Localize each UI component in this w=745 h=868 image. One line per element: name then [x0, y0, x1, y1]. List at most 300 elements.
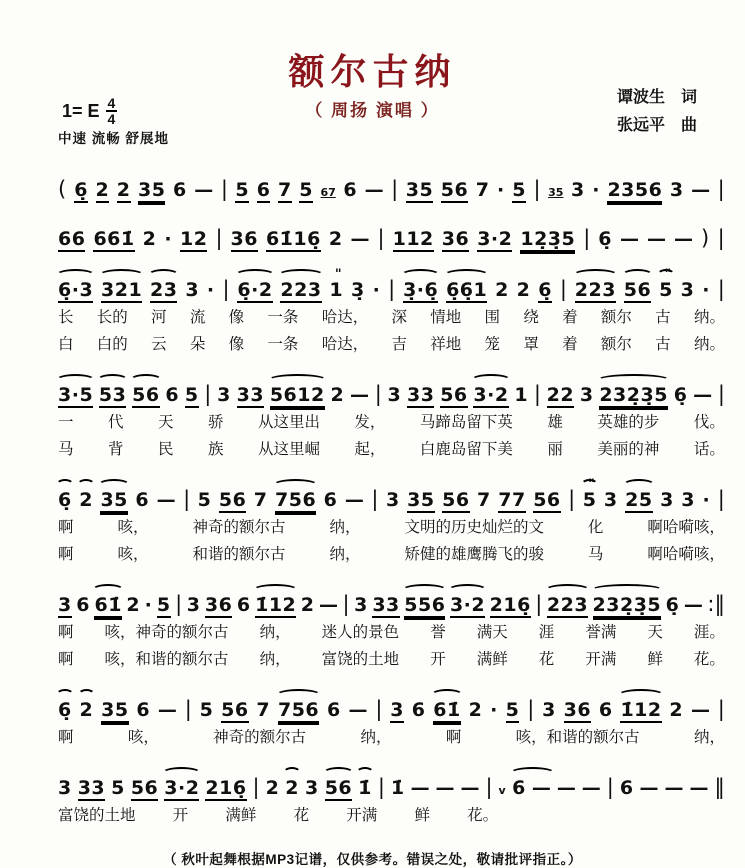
lyric-line: [58, 516, 725, 540]
note: 2: [300, 594, 315, 617]
lyric-syllable: 花: [293, 807, 310, 825]
time-signature-denominator: 4: [107, 111, 116, 127]
lyric-syllable: 花。: [693, 651, 725, 669]
lyric-syllable: 马: [587, 546, 604, 564]
note: 56: [218, 489, 247, 512]
note: 3: [185, 279, 200, 301]
augmentation-dot: ·: [702, 279, 710, 301]
dash: —: [348, 699, 368, 722]
lyric-syllable: 天: [647, 624, 663, 642]
note: 321: [101, 279, 143, 301]
note: 3: [217, 384, 231, 407]
note: 2: [328, 228, 343, 250]
note: 756: [277, 699, 320, 722]
music-system-8: [58, 765, 725, 828]
barline: |: [388, 277, 396, 301]
note: 56: [623, 279, 652, 301]
note: 3: [680, 279, 695, 301]
lyric-syllable: 化: [587, 519, 604, 537]
barline: |: [391, 177, 399, 201]
note: 1̇12: [255, 594, 297, 617]
lyric-syllable: 开满: [346, 807, 378, 825]
lyric-line: [58, 438, 725, 462]
music-system-5: [58, 477, 725, 567]
note: 6: [76, 594, 90, 617]
notation-area: [0, 150, 745, 828]
note: 5: [199, 699, 214, 722]
lyric-syllable: 誉: [430, 624, 446, 642]
lyric-line: [58, 543, 725, 567]
barline: |: [535, 592, 543, 617]
note: 6̣: [58, 699, 72, 722]
barline: |: [342, 592, 350, 617]
lyric-syllable: 咳，和谐的额尔古: [515, 729, 640, 747]
barline: |: [377, 226, 385, 250]
lyric-syllable: 着: [562, 336, 578, 354]
lyric-syllable: 丽: [547, 441, 563, 459]
lyric-syllable: 绕: [523, 309, 539, 326]
dash: —: [639, 777, 659, 800]
lyric-syllable: 伐。: [693, 414, 725, 432]
note: 5: [156, 594, 171, 617]
music-system-1: [58, 167, 725, 203]
note: 6: [173, 179, 187, 201]
note: 3: [385, 489, 400, 512]
note: 53: [98, 384, 127, 407]
note: 3: [390, 699, 404, 722]
note: 216̣: [489, 594, 531, 617]
barline: |: [184, 697, 192, 722]
note: 6: [598, 699, 613, 722]
lyric-syllable: 啊哈嗬咳，: [647, 546, 725, 564]
lyric-syllable: 流: [189, 309, 206, 326]
note: 2: [330, 384, 345, 407]
dash: —: [693, 384, 713, 407]
barline: |: [606, 775, 614, 800]
lyric-syllable: 满天: [476, 624, 508, 642]
note: 5: [505, 699, 520, 722]
note: 2: [669, 699, 684, 722]
note: 661̇: [93, 228, 135, 250]
note: 36: [230, 228, 258, 250]
note: 3̣: [351, 279, 365, 301]
note: 3·2: [449, 594, 486, 617]
note: 3: [304, 777, 319, 800]
lyric-syllable: 花。: [467, 807, 499, 825]
lyric-syllable: 一: [58, 414, 74, 432]
lyric-syllable: 花: [538, 651, 555, 669]
lyric-syllable: 富饶的土地: [58, 807, 136, 825]
note: 12: [180, 228, 208, 250]
barline: |: [717, 177, 725, 201]
lyric-line: [58, 306, 725, 330]
note: 6̣: [74, 179, 88, 201]
lyric-syllable: 哈达，: [321, 336, 369, 354]
lyric-syllable: 纳，: [259, 651, 291, 669]
notation-line: [58, 582, 725, 618]
note: 3: [603, 489, 618, 512]
note: 35: [405, 179, 434, 201]
augmentation-dot: ·: [496, 179, 505, 201]
note: 6̣: [598, 228, 613, 250]
lyricist-credit: 谭波生 词: [616, 89, 697, 106]
note: 6̣·2: [237, 279, 273, 301]
note: 6: [236, 594, 251, 617]
note: 56: [132, 384, 160, 407]
barline: |: [377, 775, 385, 800]
note: 6: [323, 489, 338, 512]
music-system-3: [58, 267, 725, 357]
dash: —: [556, 777, 576, 800]
time-signature: [106, 96, 118, 126]
note: 6: [165, 384, 180, 407]
lyric-syllable: 神奇的额尔古: [213, 729, 307, 747]
dash: —: [157, 699, 177, 722]
lyric-syllable: 纳，: [693, 729, 725, 747]
note: 5 ": [659, 267, 673, 301]
note: 5: [512, 179, 526, 201]
lyric-syllable: 天: [157, 414, 174, 432]
note: 6: [512, 777, 526, 800]
barline: |: [215, 226, 223, 250]
music-system-4: [58, 372, 725, 462]
note: 7: [477, 489, 491, 512]
lyric-syllable: 满鲜: [225, 807, 257, 825]
lyric-syllable: 朵: [189, 336, 206, 354]
note: 3: [58, 777, 72, 800]
note: 3: [660, 489, 674, 512]
note: 33: [236, 384, 265, 407]
note: 3·2: [473, 384, 509, 407]
lyric-syllable: 开: [172, 807, 189, 825]
note: 3·2: [164, 777, 200, 800]
lyric-syllable: 雄: [547, 414, 563, 432]
note: 22: [546, 384, 575, 407]
lyric-syllable: 富饶的土地: [321, 651, 400, 669]
note: 61̇: [433, 699, 461, 722]
note: 5 ": [582, 477, 597, 512]
lyric-syllable: 河: [151, 309, 167, 326]
lyric-syllable: 美丽的神: [597, 441, 660, 459]
lyric-syllable: 一条: [267, 309, 299, 326]
lyric-syllable: 马蹄岛留下英: [419, 414, 513, 432]
lyric-syllable: 啊: [58, 624, 74, 642]
lyric-syllable: 开满: [585, 651, 617, 669]
note: 223: [280, 279, 322, 301]
augmentation-dot: ·: [206, 279, 215, 301]
lyric-syllable: 咳，: [127, 729, 159, 747]
lyric-syllable: 白的: [96, 336, 128, 354]
notation-line: [58, 765, 725, 801]
tempo-marking: 中速 流畅 舒展地: [58, 131, 170, 146]
lyric-syllable: 矫健的雄鹰腾飞的骏: [404, 546, 544, 564]
note: 56: [440, 179, 469, 201]
dash: —: [350, 228, 370, 250]
lyric-line: [58, 411, 725, 435]
footer-note: （ 秋叶起舞根据MP3记谱，仅供参考。错误之处，敬请批评指正。）: [163, 852, 582, 868]
dash: —: [460, 777, 480, 800]
note: 3: [669, 179, 684, 201]
dash: —: [194, 179, 214, 201]
lyric-syllable: 啊: [58, 729, 74, 747]
lyric-syllable: 咳，和谐的额尔古: [104, 651, 229, 669]
lyric-syllable: 发，: [354, 414, 386, 432]
lyric-syllable: 鲜: [647, 651, 663, 669]
note: 56: [324, 777, 353, 800]
note: 6̣: [673, 384, 688, 407]
note: 5: [235, 179, 250, 201]
note: 556: [404, 594, 446, 617]
note: 2: [116, 179, 131, 201]
lyric-syllable: 纳。: [693, 336, 725, 354]
lyric-syllable: 云: [151, 336, 167, 354]
note: 36: [563, 699, 592, 722]
lyric-syllable: 从这里出: [257, 414, 320, 432]
lyric-syllable: 英雄的步: [597, 414, 660, 432]
note: 56: [442, 489, 470, 512]
augmentation-dot: ·: [144, 594, 153, 617]
lyric-syllable: 咳，神奇的额尔古: [104, 624, 229, 642]
note: 56: [440, 384, 468, 407]
lyric-syllable: 围: [484, 309, 501, 326]
note: 12̣3̣5: [520, 228, 576, 250]
dash: —: [646, 228, 666, 250]
lyric-syllable: 从这里崛: [257, 441, 320, 459]
lyric-syllable: 啊: [58, 546, 74, 564]
dash: —: [683, 594, 703, 617]
note: 7: [256, 699, 271, 722]
note: 6: [135, 489, 150, 512]
note: 35: [407, 489, 435, 512]
note: 3·2: [477, 228, 513, 250]
note: 56: [221, 699, 249, 722]
lyric-syllable: 啊: [58, 519, 74, 537]
notation-line: [58, 687, 725, 723]
time-signature-numerator: 4: [107, 95, 116, 111]
note: 2: [79, 699, 94, 722]
notation-line: [58, 167, 725, 203]
note: 3: [542, 699, 556, 722]
barline: |: [183, 487, 191, 512]
ornament-icon: ": [588, 477, 596, 493]
lyric-syllable: 起，: [354, 441, 386, 459]
lyric-syllable: 古: [655, 336, 671, 354]
note: 232̣3̣5: [599, 384, 668, 407]
lyric-syllable: 像: [228, 336, 245, 354]
augmentation-dot: ·: [702, 489, 711, 512]
lyric-syllable: 马: [58, 441, 74, 459]
lyric-syllable: 神奇的额尔古: [192, 519, 286, 537]
note: 6̣·3: [58, 279, 94, 301]
note: 7: [277, 179, 292, 201]
dash: —: [581, 777, 601, 800]
note: 3: [681, 489, 696, 512]
dash: —: [435, 777, 455, 800]
note: 2: [79, 489, 93, 512]
note: 1̇: [358, 777, 372, 800]
lyric-syllable: 白: [58, 336, 74, 354]
dash: —: [531, 777, 551, 800]
lyric-syllable: 啊: [445, 729, 462, 747]
barline: |: [717, 487, 725, 512]
key-signature: [62, 96, 117, 126]
performer-subtitle: （ 周扬 演唱 ）: [305, 101, 440, 120]
augmentation-dot: ·: [164, 228, 173, 250]
barline: |: [717, 277, 725, 301]
lyric-syllable: 古: [655, 309, 671, 326]
barline: |: [583, 226, 591, 250]
lyric-syllable: 开: [430, 651, 446, 669]
note: 5: [184, 384, 199, 407]
lyric-syllable: 纳。: [693, 309, 725, 326]
barline: |: [717, 697, 725, 722]
note: 232̣3̣5: [592, 594, 662, 617]
lyric-syllable: 鲜: [414, 807, 430, 825]
lyric-line: [58, 648, 725, 672]
augmentation-dot: ·: [592, 179, 600, 201]
lyric-syllable: 情地: [430, 309, 462, 326]
barline: |: [220, 177, 228, 201]
barline: |: [175, 592, 183, 617]
dash: —: [673, 228, 693, 250]
credits-block: [617, 84, 697, 140]
note: 223: [546, 594, 589, 617]
lyric-syllable: 笼: [484, 336, 501, 354]
key-label: 1= E: [62, 100, 100, 121]
note: 35: [548, 186, 564, 199]
lyric-syllable: 长的: [96, 309, 128, 326]
barline: |: [559, 277, 567, 301]
barline: |: [717, 382, 725, 407]
note: 33: [407, 384, 435, 407]
note: 2: [495, 279, 509, 301]
lyric-line: [58, 726, 725, 750]
note: 112: [392, 228, 434, 250]
lyric-syllable: 深: [391, 309, 407, 326]
note: 56: [130, 777, 159, 800]
note: 3: [387, 384, 402, 407]
note: 2: [265, 777, 280, 800]
ornament-icon: ": [334, 267, 343, 282]
note: 756: [275, 489, 317, 512]
note: 3̣·6̣: [403, 279, 439, 301]
dash: —: [620, 228, 639, 250]
note: 5: [111, 777, 125, 800]
note: 216̣: [205, 777, 247, 800]
lyric-syllable: 纳，: [360, 729, 392, 747]
lyric-line: [58, 621, 725, 645]
note: 2: [126, 594, 141, 617]
lyric-syllable: 祥地: [430, 336, 462, 354]
note: 2: [142, 228, 157, 250]
lyric-syllable: 长: [58, 309, 74, 326]
augmentation-dot: ·: [372, 279, 381, 301]
note: 7: [253, 489, 268, 512]
barline: |: [717, 226, 725, 250]
lyric-syllable: 纳，: [329, 546, 361, 564]
barline: |: [375, 697, 383, 722]
lyric-syllable: 誉满: [585, 624, 617, 642]
note: 2: [516, 279, 531, 301]
augmentation-dot: ·: [490, 699, 498, 722]
note: 6: [256, 179, 271, 201]
note: 2: [95, 179, 110, 201]
note: 6̣6̣1: [446, 279, 488, 301]
note: 36: [441, 228, 470, 250]
lyric-syllable: 一条: [267, 336, 299, 354]
composer-credit: 张远平 曲: [616, 117, 697, 134]
music-system-7: [58, 687, 725, 750]
note: 23: [150, 279, 178, 301]
lyric-syllable: 迷人的景色: [321, 624, 400, 642]
notation-line: [58, 267, 725, 303]
note: 5612: [269, 384, 325, 407]
lyric-line: [58, 333, 725, 357]
lyric-line: [58, 804, 498, 828]
score-header: [0, 0, 745, 150]
note: 1̇12: [620, 699, 662, 722]
note: 6: [411, 699, 426, 722]
barline: |: [527, 697, 535, 722]
note: 3: [579, 384, 594, 407]
music-system-2: [58, 216, 725, 252]
dash: —: [690, 699, 710, 722]
note: 1 ": [329, 267, 344, 301]
note: 5: [197, 489, 212, 512]
lyric-syllable: 啊: [58, 651, 74, 669]
note: 3: [570, 179, 585, 201]
note: 6̣: [538, 279, 552, 301]
note: 6: [326, 699, 341, 722]
barline: |: [371, 487, 379, 512]
lyric-syllable: 额尔: [600, 336, 632, 354]
dash: —: [319, 594, 339, 617]
barline: |: [222, 277, 230, 301]
note: 1̇: [390, 777, 405, 800]
barline: |: [485, 775, 493, 800]
note: 3: [186, 594, 201, 617]
breath-mark: v: [498, 784, 507, 798]
note: 5: [299, 179, 313, 201]
note: 66: [58, 228, 86, 250]
notation-line: [58, 216, 725, 252]
notation-line: [58, 372, 725, 408]
lyric-syllable: 话。: [693, 441, 725, 459]
lyric-syllable: 涯: [538, 624, 555, 642]
barline: |: [374, 382, 382, 407]
note: 2: [285, 777, 300, 800]
barline: |: [568, 487, 576, 512]
repeat-barline: :‖: [707, 592, 725, 617]
note: 2356: [607, 179, 663, 201]
dash: —: [344, 489, 364, 512]
lyric-syllable: 骄: [207, 414, 224, 432]
note: 3: [58, 594, 72, 617]
dash: —: [349, 384, 369, 407]
note: 3: [354, 594, 368, 617]
dash: —: [364, 179, 384, 201]
dash: —: [410, 777, 430, 800]
lyric-syllable: 族: [207, 441, 224, 459]
note: 1: [514, 384, 529, 407]
song-title: 额尔古纳: [288, 51, 457, 92]
music-system-6: [58, 582, 725, 672]
lyric-syllable: 白鹿岛留下美: [419, 441, 513, 459]
note: 33: [77, 777, 106, 800]
barline: |: [533, 382, 541, 407]
lyric-syllable: 纳，: [329, 519, 361, 537]
lyric-syllable: 咳，: [117, 546, 149, 564]
